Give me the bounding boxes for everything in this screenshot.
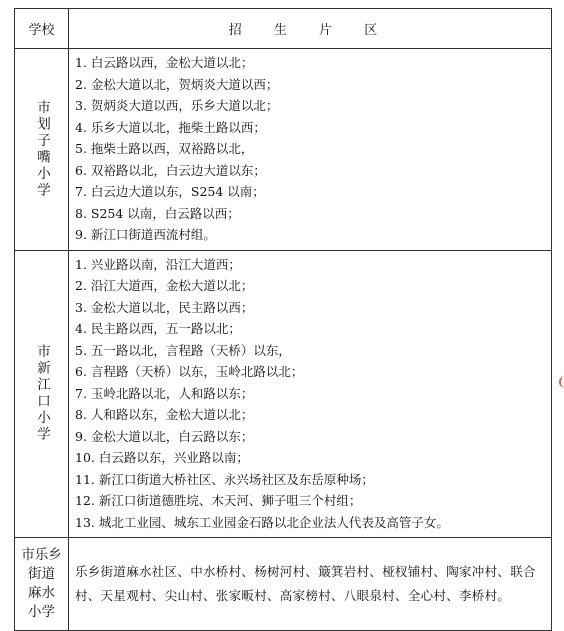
list-item: 1. 兴业路以南，沿江大道西； [75,256,241,272]
zone-list [69,251,551,538]
list-item: 8. S254 以南，白云路以西； [75,205,240,221]
list-item: 6. 双裕路以北，白云边大道以东； [75,162,266,178]
header-zone: 招 生 片 区 [69,9,552,49]
list-item: 3. 金松大道以北，民主路以西； [75,299,254,315]
zone-cell [69,250,552,538]
table-row [15,538,552,631]
school-cell [15,250,69,538]
list-item: 2. 金松大道以北，贺炳炎大道以西； [75,76,279,92]
zone-list [69,49,551,250]
school-cell [15,538,69,631]
school-name: 市划子嘴小学 [34,99,50,199]
list-item: 9. 金松大道以北，白云路以东； [75,428,254,444]
zone-cell [69,538,552,631]
list-item: 5. 拖柴土路以西，双裕路以北， [75,141,254,156]
school-name-line: 市乐乡 [21,547,62,563]
list-item: 3. 贺炳炎大道以西，乐乡大道以北； [75,98,279,113]
table-row [15,49,552,251]
school-name: 市新江口小学 [34,344,50,444]
school-cell [15,49,69,251]
list-item: 7. 白云边大道以东，S254 以南； [75,184,265,199]
list-item: 4. 乐乡大道以北，拖柴土路以西； [75,119,266,135]
list-item: 8. 人和路以东，金松大道以北； [75,407,254,422]
edge-mark [559,376,564,388]
list-item: 12. 新江口街道德胜垸、木天河、狮子咀三个村组； [75,493,362,508]
list-item: 7. 玉岭北路以北，人和路以东； [75,385,254,401]
school-name-line: 小学 [28,604,55,620]
table-header-row [15,9,552,49]
list-item: 11. 新江口街道大桥社区、永兴场社区及东岳原种场； [75,471,374,487]
school-name-line: 街道 [28,566,55,582]
school-name [15,546,68,622]
zone-text: 乐乡街道麻水社区、中水桥村、杨树河村、簸箕岩村、桠杈铺村、陶家冲村、联合村、天星观村、尖山村、张家畈村、高家榜村、八眼泉村、全心村、李桥村。 [75,564,536,603]
zone-cell [69,49,552,251]
table-row [15,250,552,538]
list-item: 10. 白云路以东，兴业路以南； [75,450,249,465]
header-school: 学校 [15,9,69,49]
list-item: 13. 城北工业园、城东工业园金石路以北企业法人代表及高管子女。 [75,514,449,530]
enrollment-zone-table [14,8,552,631]
list-item: 6. 言程路（天桥）以东，玉岭北路以北； [75,364,304,379]
list-item: 4. 民主路以西，五一路以北； [75,321,241,336]
school-name-line: 麻水 [28,585,55,601]
list-item: 1. 白云路以西，金松大道以北； [75,55,254,70]
list-item: 2. 沿江大道西，金松大道以北； [75,278,254,293]
list-item: 5. 五一路以北，言程路（天桥）以东， [75,342,291,358]
list-item: 9. 新江口街道西流村组。 [75,227,216,242]
